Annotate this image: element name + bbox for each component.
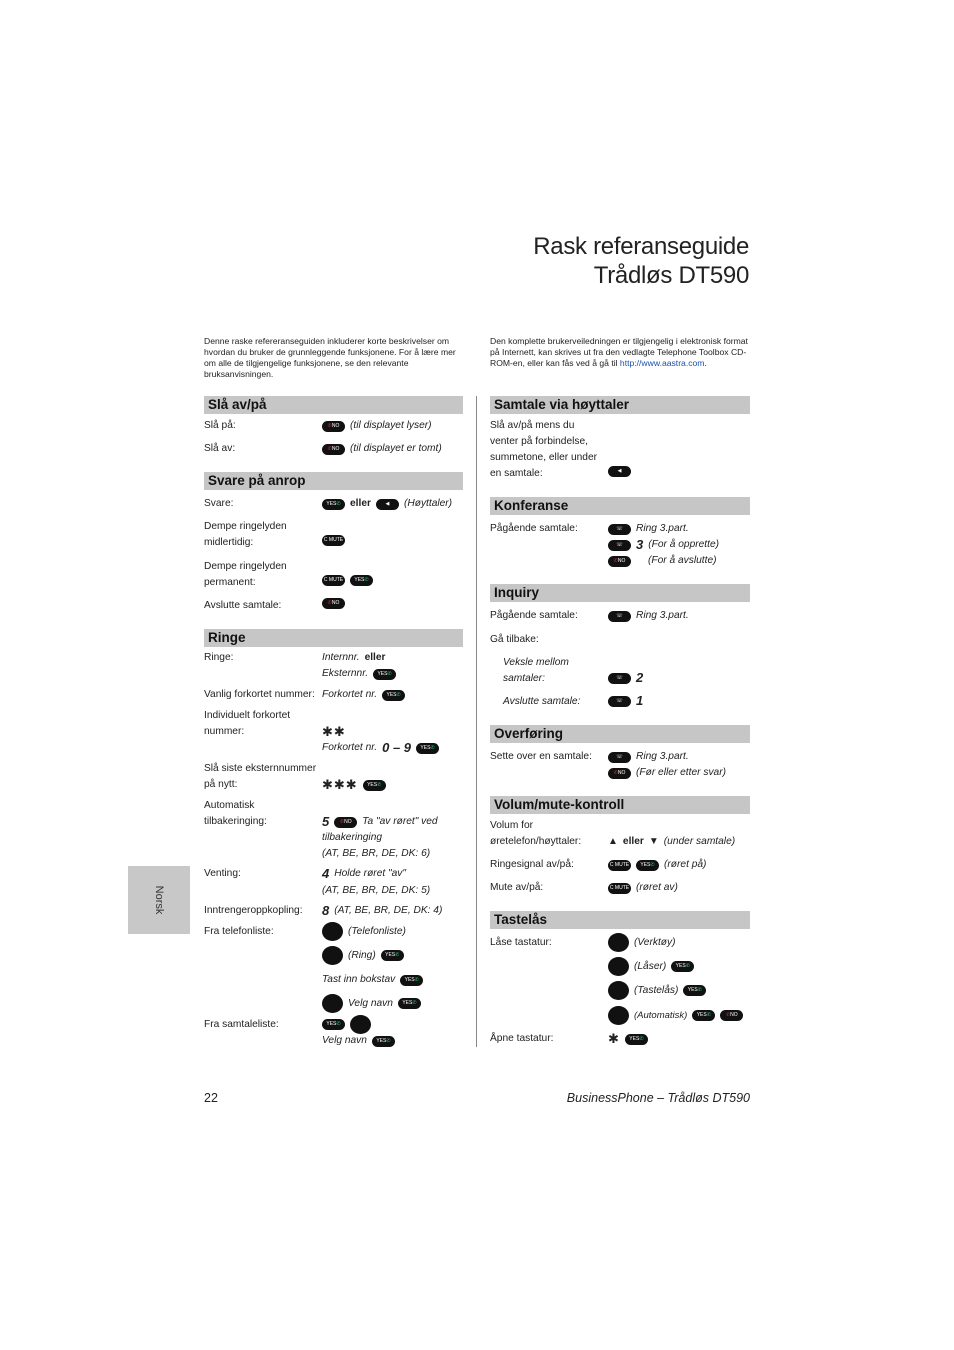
inquiry-key-icon: ☏ <box>608 611 631 622</box>
yes-key-icon: YES✆ <box>381 950 404 961</box>
answer-row <box>322 496 452 512</box>
calllist-label: Fra samtaleliste: <box>204 1019 279 1030</box>
callback-countries: (AT, BE, BR, DE, DK: 6) <box>322 848 431 859</box>
callback-note-2: tilbakeringing <box>322 832 383 843</box>
speaker-label: Slå av/på mens du venter på forbindelse, summetone, eller under en samtale: <box>490 420 598 479</box>
speaker-note: (Høyttaler) <box>403 498 453 509</box>
mute-row: C MUTE (røret av) <box>609 882 678 893</box>
lock-row-2: (Låser) YES✆ <box>608 957 694 976</box>
page-title <box>533 232 749 290</box>
ring-row: (Ring) YES✆ <box>322 946 404 965</box>
redial-label: Slå siste eksternnummer på nytt: <box>204 763 317 790</box>
star-key-icon: ✱✱ <box>322 724 346 739</box>
mute-perm-row <box>322 575 373 586</box>
language-tab-label: Norsk <box>153 885 165 915</box>
aastra-link[interactable]: http://www.aastra.com <box>619 358 705 368</box>
yes-key-icon: YES✆ <box>398 998 421 1009</box>
on-note: (til displayet lyser) <box>350 420 432 431</box>
volume-row: ▲ eller ▼ (under samtale) <box>608 834 735 850</box>
footer-product: BusinessPhone – Trådløs DT590 <box>566 1091 750 1105</box>
section-header-volum: Volum/mute-kontroll <box>490 796 750 814</box>
yes-key-icon: YES✆ <box>322 499 345 510</box>
call-row-1 <box>322 650 386 666</box>
unlock-row <box>608 1031 648 1047</box>
menu-key-icon <box>322 946 343 965</box>
yes-key-icon: YES✆ <box>625 1034 648 1045</box>
menu-key-icon <box>608 1006 629 1025</box>
inquiry-end-label: Avslutte samtale: <box>503 696 581 707</box>
digits-text: 0 – 9 <box>382 740 412 755</box>
page-number: 22 <box>204 1091 218 1105</box>
call-row-2 <box>322 666 396 682</box>
select-name-row: Velg navn YES✆ <box>322 994 421 1013</box>
abbr-text: Forkortet nr. <box>322 689 378 700</box>
answer-label: Svare: <box>204 498 234 509</box>
c-mute-key-icon: C MUTE <box>608 883 631 894</box>
volume-label: Volum for øretelefon/høyttaler: <box>490 820 582 847</box>
c-mute-key-icon: C MUTE <box>608 860 631 871</box>
title-line-1: Rask referanseguide <box>533 233 749 260</box>
column-divider <box>476 396 477 1047</box>
ring-signal-row: C MUTE YES✆ (røret på) <box>609 859 707 870</box>
no-key-icon: ✆NO <box>322 421 345 432</box>
yes-key-icon: YES✆ <box>683 985 706 996</box>
or-text: eller <box>364 652 386 663</box>
yes-key-icon: YES✆ <box>671 961 694 972</box>
star-key-icon: ✱ <box>608 1031 620 1046</box>
speaker-key-icon: ◀ <box>376 499 399 510</box>
transfer-label: Sette over en samtale: <box>490 751 592 762</box>
on-label: Slå på: <box>204 420 236 431</box>
no-key-icon: ✆NO <box>608 768 631 779</box>
intro-right: Den komplette brukerveiledningen er tilgjengelig i elektronisk format på Internett, kan skrives ut fra den vedlagte Telephone Toolbox CD-ROM-en, eller kan fås ved å gå til http://www.aastra.com. <box>490 336 748 368</box>
or-text: eller <box>350 498 371 509</box>
menu-key-icon <box>608 981 629 1000</box>
end-call-label: Avslutte samtale: <box>204 600 282 611</box>
lock-row-3: (Tastelås) YES✆ <box>608 981 706 1000</box>
title-line-2: Trådløs DT590 <box>593 262 749 289</box>
end-call-row <box>322 598 345 609</box>
menu-key-icon <box>608 933 629 952</box>
waiting-countries: (AT, BE, BR, DE, DK: 5) <box>322 885 431 896</box>
no-key-icon: ✆NO <box>334 817 357 828</box>
redial-row <box>322 777 386 793</box>
inquiry-label: Pågående samtale: <box>490 610 578 621</box>
lock-row-4: (Automatisk) YES✆ ✆NO <box>608 1006 743 1025</box>
section-header-overforing: Overføring <box>490 725 750 743</box>
section-header-inquiry: Inquiry <box>490 584 750 602</box>
volume-down-icon: ▼ <box>648 836 659 847</box>
section-header-ringe: Ringe <box>204 629 463 647</box>
c-mute-key-icon: C MUTE <box>322 535 345 546</box>
intro-left: Denne raske refereranseguiden inkluderer korte beskrivelser om hvordan du bruker de grunnleggende funksjonene. For å lære mer om alle de tilgjengelige funksjonene, se den relevante bruksanvisningen. <box>204 336 456 379</box>
menu-key-icon <box>322 994 343 1013</box>
unlock-label: Åpne tastatur: <box>490 1033 554 1044</box>
no-key-icon: ✆NO <box>322 598 345 609</box>
lock-label: Låse tastatur: <box>490 937 552 948</box>
inquiry-key-icon: ☏ <box>608 673 631 684</box>
yes-key-icon: YES✆ <box>636 860 659 871</box>
indiv-stars <box>322 724 346 740</box>
c-mute-key-icon: C MUTE <box>322 575 345 586</box>
intrude-label: Inntrengeroppkopling: <box>204 905 303 916</box>
mute-temp-row <box>322 535 345 546</box>
section-header-hoyttaler: Samtale via høyttaler <box>490 396 750 414</box>
speaker-row <box>608 466 631 477</box>
inquiry-end-row: ☏ 1 <box>608 693 643 709</box>
no-key-icon: ✆NO <box>322 444 345 455</box>
calllist-row <box>322 1015 371 1034</box>
conf-row-1: ☏ Ring 3.part. <box>608 521 689 537</box>
yes-key-icon: YES✆ <box>373 669 396 680</box>
conf-label: Pågående samtale: <box>490 523 578 534</box>
mute-label: Mute av/på: <box>490 882 544 893</box>
yes-key-icon: YES✆ <box>416 743 439 754</box>
no-key-icon: ✆NO <box>720 1010 743 1021</box>
yes-key-icon: YES✆ <box>692 1010 715 1021</box>
switch-label: Veksle mellom samtaler: <box>503 657 569 684</box>
mute-perm-label: Dempe ringelyden permanent: <box>204 561 287 588</box>
inquiry-key-icon: ☏ <box>608 696 631 707</box>
conf-row-2: ☏ 3 (For å opprette) <box>608 537 719 553</box>
section-header-tastelaas: Tastelås <box>490 911 750 929</box>
transfer-row-2: ✆NO (Før eller etter svar) <box>608 765 726 781</box>
speaker-key-icon: ◀ <box>608 466 631 477</box>
ring-signal-label: Ringesignal av/på: <box>490 859 574 870</box>
external-text: Eksternnr. <box>322 668 369 679</box>
lock-row-1: (Verktøy) <box>608 933 676 952</box>
inquiry-row: ☏ Ring 3.part. <box>608 608 689 624</box>
call-label: Ringe: <box>204 652 234 663</box>
intro-right-text: Den komplette brukerveiledningen er tilgjengelig i elektronisk format på Internett, kan skrives ut fra den vedlagte Telephone Toolbox CD-ROM-en, eller kan fås ved å gå til <box>490 336 748 368</box>
off-note: (til displayet er tomt) <box>350 443 442 454</box>
mute-temp-label: Dempe ringelyden midlertidig: <box>204 521 287 548</box>
indiv-abbr-row: Forkortet nr. 0 – 9 YES✆ <box>322 740 439 756</box>
off-row <box>322 441 442 457</box>
section-header-konferanse: Konferanse <box>490 497 750 515</box>
indiv-abbr-label: Individuelt forkortet nummer: <box>204 710 291 737</box>
star-key-icon: ✱✱✱ <box>322 777 358 792</box>
common-abbr-row <box>322 687 405 703</box>
phonebook-label: Fra telefonliste: <box>204 926 274 937</box>
common-abbr-label: Vanlig forkortet nummer: <box>204 689 315 700</box>
inquiry-key-icon: ☏ <box>608 524 631 535</box>
inquiry-key-icon: ☏ <box>608 752 631 763</box>
calllist-select-row: Velg navn YES✆ <box>322 1033 395 1049</box>
transfer-row-1: ☏ Ring 3.part. <box>608 749 689 765</box>
yes-key-icon: YES✆ <box>350 575 373 586</box>
callback-row: 5 ✆NO Ta "av røret" ved <box>322 814 438 829</box>
off-label: Slå av: <box>204 443 236 454</box>
waiting-label: Venting: <box>204 868 241 879</box>
yes-key-icon: YES✆ <box>363 780 386 791</box>
phonebook-row: (Telefonliste) <box>322 922 406 941</box>
yes-key-icon: YES✆ <box>400 975 423 986</box>
go-back-label: Gå tilbake: <box>490 634 539 645</box>
conf-row-3: ✆NO (For å avslutte) <box>608 553 717 569</box>
switch-row: ☏ 2 <box>608 670 643 686</box>
menu-key-icon <box>322 922 343 941</box>
volume-up-icon: ▲ <box>608 836 618 847</box>
menu-key-icon <box>350 1015 371 1034</box>
yes-key-icon: YES✆ <box>382 690 405 701</box>
internal-text: Internnr. <box>322 652 360 663</box>
type-letter-row: Tast inn bokstav YES✆ <box>322 972 423 988</box>
no-key-icon: ✆NO <box>608 556 631 567</box>
inquiry-key-icon: ☏ <box>608 540 631 551</box>
yes-key-icon: YES✆ <box>372 1036 395 1047</box>
callback-label: Automatisk tilbakeringing: <box>204 800 267 827</box>
intrude-row: 8 (AT, BE, BR, DE, DK: 4) <box>322 903 443 918</box>
menu-key-icon <box>608 957 629 976</box>
section-header-slaa: Slå av/på <box>204 396 463 414</box>
waiting-row: 4 Holde røret "av" <box>322 866 407 881</box>
section-header-svare: Svare på anrop <box>204 472 463 490</box>
yes-key-icon: YES✆ <box>322 1019 345 1030</box>
on-row <box>322 418 432 434</box>
